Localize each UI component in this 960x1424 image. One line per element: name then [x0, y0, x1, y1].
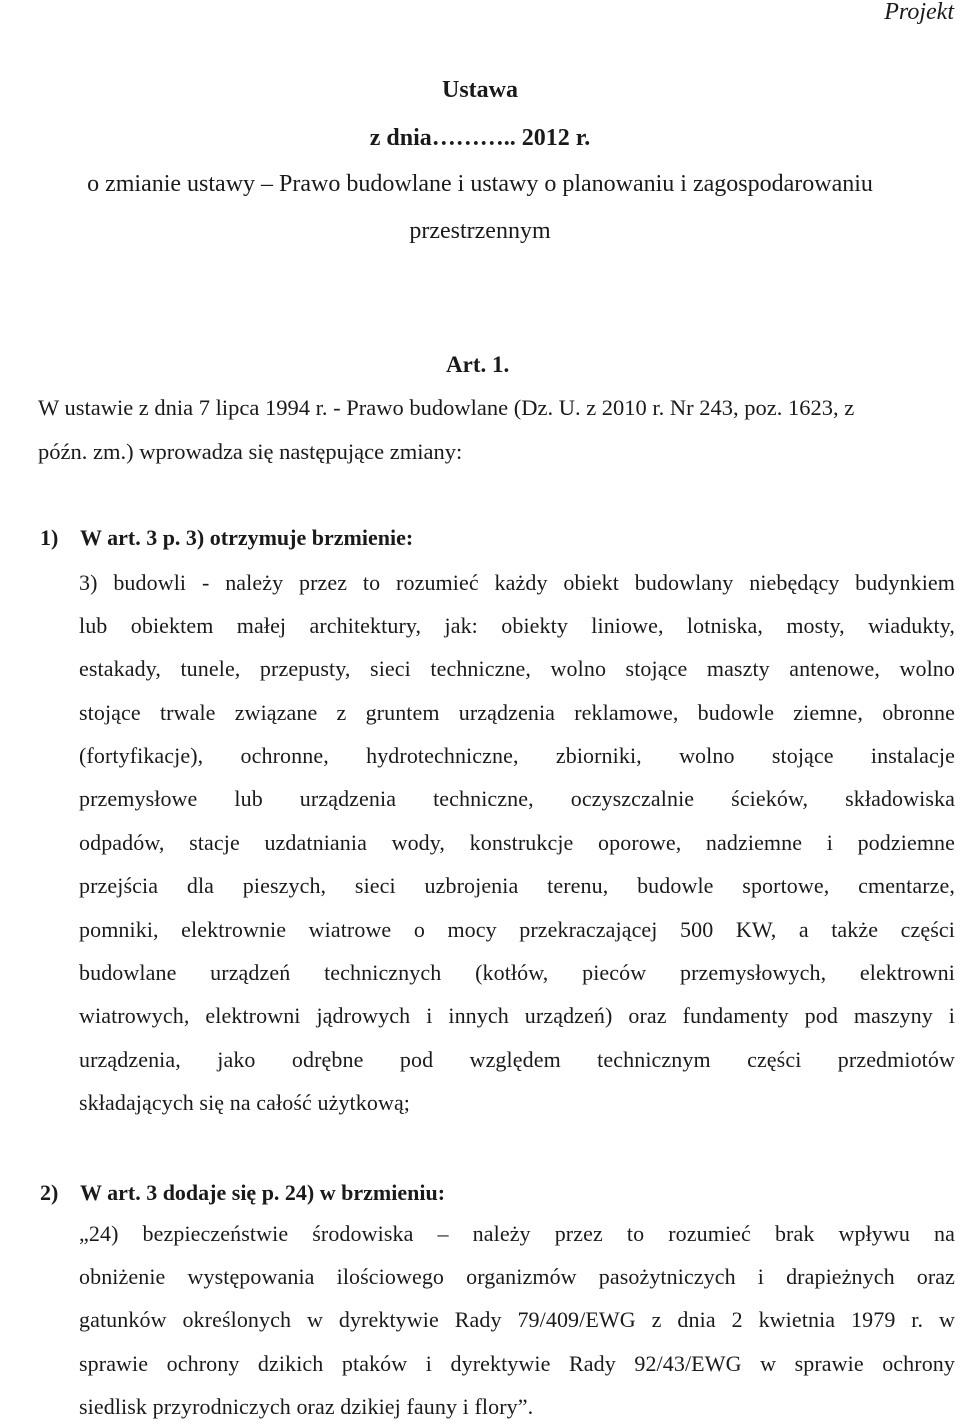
article-intro-line1: W ustawie z dnia 7 lipca 1994 r. - Prawo budowlane (Dz. U. z 2010 r. Nr 243, poz. 1623, z [38, 395, 855, 420]
act-subject-line1: o zmianie ustawy – Prawo budowlane i ustawy o planowaniu i zagospodarowaniu [87, 171, 873, 197]
item-1-heading [40, 524, 413, 552]
act-subject-line2: przestrzennym [409, 218, 551, 244]
item-2-line: siedlisk przyrodniczych oraz dzikiej fauny i flory”. [79, 1394, 534, 1419]
item-1-line: pomniki, elektrownie wiatrowe o mocy przekraczającej 500 KW, a także części [79, 917, 955, 942]
item-1-line: stojące trwale związane z gruntem urządzenia reklamowe, budowle ziemne, obronne [79, 700, 955, 725]
item-1-line: składających się na całość użytkową; [79, 1090, 411, 1115]
item-1-line: przejścia dla pieszych, sieci uzbrojenia terenu, budowle sportowe, cmentarze, [79, 873, 955, 898]
item-1-line: urządzenia, jako odrębne pod względem technicznym części przedmiotów [79, 1047, 955, 1072]
act-date: z dnia……….. 2012 r. [369, 125, 591, 151]
article-heading: Art. 1. [446, 352, 510, 377]
item-2-line: „24) bezpieczeństwie środowiska – należy przez to rozumieć brak wpływu na [79, 1221, 955, 1246]
item-2-heading-text: W art. 3 dodaje się p. 24) w brzmieniu: [80, 1180, 446, 1205]
item-1-number: 1) [40, 525, 59, 550]
article-intro-line2: późn. zm.) wprowadza się następujące zmiany: [38, 439, 463, 464]
projekt-label: Projekt [884, 0, 954, 25]
item-1-line: lub obiektem małej architektury, jak: obiekty liniowe, lotniska, mosty, wiadukty, [79, 613, 955, 638]
item-2-line: obniżenie występowania ilościowego organizmów pasożytniczych i drapieżnych oraz [79, 1264, 955, 1289]
item-1-line: przemysłowe lub urządzenia techniczne, oczyszczalnie ścieków, składowiska [79, 786, 955, 811]
act-title: Ustawa [442, 77, 518, 103]
item-2-heading [40, 1179, 445, 1207]
item-1-line: budowlane urządzeń technicznych (kotłów, pieców przemysłowych, elektrowni [79, 960, 955, 985]
item-1-heading-text: W art. 3 p. 3) otrzymuje brzmienie: [80, 525, 414, 550]
item-1-line: 3) budowli - należy przez to rozumieć każdy obiekt budowlany niebędący budynkiem [79, 570, 955, 595]
item-2-number: 2) [40, 1180, 59, 1205]
item-1-line: wiatrowych, elektrowni jądrowych i innych urządzeń) oraz fundamenty pod maszyny i [79, 1003, 955, 1028]
item-1-line: estakady, tunele, przepusty, sieci techniczne, wolno stojące maszty antenowe, wolno [79, 656, 955, 681]
item-2-line: gatunków określonych w dyrektywie Rady 79/409/EWG z dnia 2 kwietnia 1979 r. w [79, 1307, 955, 1332]
item-1-line: odpadów, stacje uzdatniania wody, konstrukcje oporowe, nadziemne i podziemne [79, 830, 955, 855]
item-2-line: sprawie ochrony dzikich ptaków i dyrektywie Rady 92/43/EWG w sprawie ochrony [79, 1351, 955, 1376]
item-1-line: (fortyfikacje), ochronne, hydrotechniczne, zbiorniki, wolno stojące instalacje [79, 743, 955, 768]
